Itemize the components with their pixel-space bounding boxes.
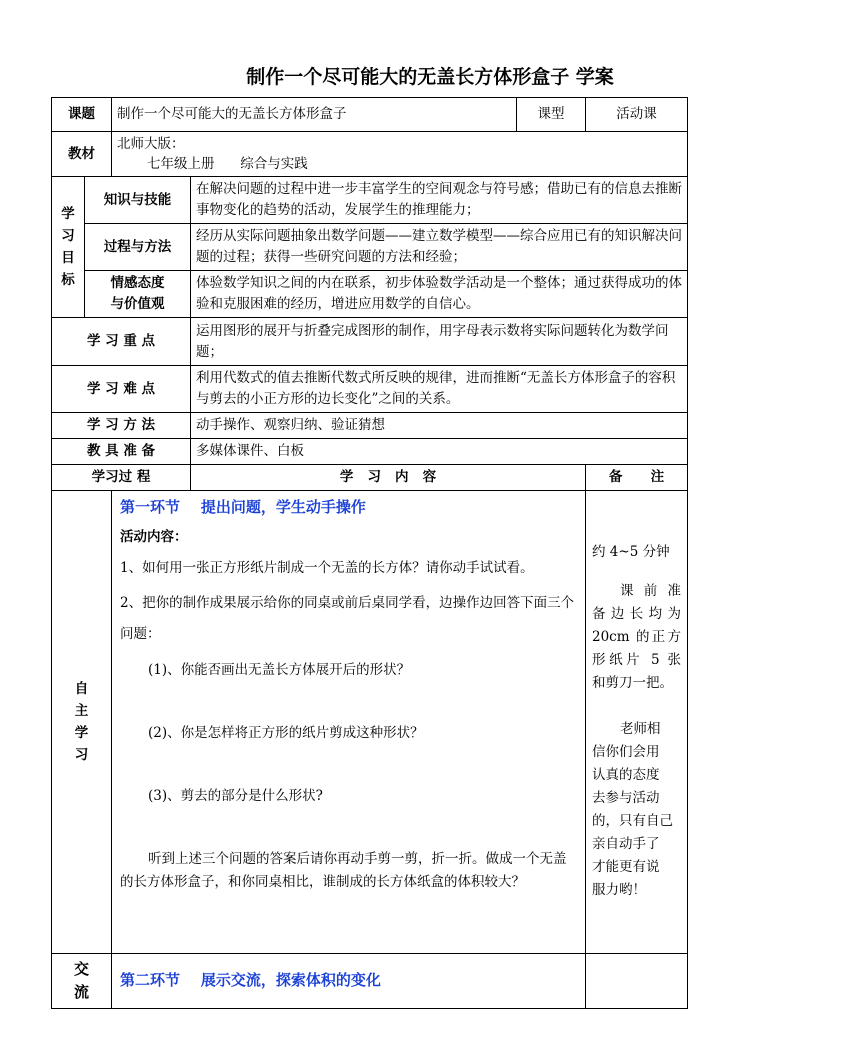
self-study-label: 自 主 学 习 xyxy=(52,491,112,954)
type-label: 课型 xyxy=(517,98,586,132)
header-note: 备 注 xyxy=(586,465,688,491)
topic-label: 课题 xyxy=(52,98,112,132)
key-point-text: 运用图形的展开与折叠完成图形的制作，用字母表示数将实际问题转化为数学问题； xyxy=(191,318,688,366)
tools-text: 多媒体课件、白板 xyxy=(191,439,688,465)
topic-value: 制作一个尽可能大的无盖长方体形盒子 xyxy=(112,98,517,132)
key-point-label: 学 习 重 点 xyxy=(52,318,191,366)
exchange-label: 交 流 xyxy=(52,954,112,1009)
goal-row-knowledge xyxy=(52,177,688,224)
section2-title: 第二环节 展示交流，探索体积的变化 xyxy=(120,971,381,989)
difficulty-text: 利用代数式的值去推断代数式所反映的规律，进而推断“无盖长方体形盒子的容积与剪去的小正方形的边长变化”之间的关系。 xyxy=(191,366,688,413)
goal-row-process xyxy=(52,224,688,271)
material-grade: 七年级上册 综合与实践 xyxy=(147,156,308,172)
material-label: 教材 xyxy=(52,132,112,177)
header-content: 学 习 内 容 xyxy=(191,465,586,491)
question-2: 2、把你的制作成果展示给你的同桌或前后桌同学看，边操作边回答下面三个问题： xyxy=(120,595,575,642)
material-row xyxy=(52,132,688,177)
activity-label: 活动内容： xyxy=(120,529,188,545)
key-point-row xyxy=(52,318,688,366)
sub-question-2: (2)、你是怎样将正方形的纸片剪成这种形状？ xyxy=(148,725,424,741)
sub-question-3: (3)、剪去的部分是什么形状? xyxy=(148,788,323,804)
tools-row xyxy=(52,439,688,465)
goal-text-process: 经历从实际问题抽象出数学问题——建立数学模型——综合应用已有的知识解决问题的过程；获得一些研究问题的方法和经验； xyxy=(191,224,688,271)
exchange-row xyxy=(52,954,688,1009)
topic-row xyxy=(52,98,688,132)
type-value: 活动课 xyxy=(586,98,688,132)
exchange-note xyxy=(586,954,688,1009)
section1-title: 第一环节 提出问题，学生动手操作 xyxy=(120,498,366,516)
page-title: 制作一个尽可能大的无盖长方体形盒子 学案 xyxy=(246,66,614,88)
process-header-row xyxy=(52,465,688,491)
method-row xyxy=(52,413,688,439)
tools-label: 教 具 准 备 xyxy=(52,439,191,465)
goal-label-knowledge: 知识与技能 xyxy=(85,177,191,224)
goals-label: 学 习 目 标 xyxy=(52,177,85,318)
sub-question-1: (1)、你能否画出无盖长方体展开后的形状？ xyxy=(148,662,411,678)
goal-label-process: 过程与方法 xyxy=(85,224,191,271)
method-text: 动手操作、观察归纳、验证猜想 xyxy=(191,413,688,439)
method-label: 学 习 方 法 xyxy=(52,413,191,439)
self-study-row xyxy=(52,491,688,954)
difficulty-label: 学 习 难 点 xyxy=(52,366,191,413)
question-1: 1、如何用一张正方形纸片制成一个无盖的长方体？请你动手试试看。 xyxy=(120,560,534,576)
lesson-table xyxy=(51,97,688,1009)
goal-label-attitude: 情感态度 与价值观 xyxy=(85,271,191,318)
header-process: 学习过 程 xyxy=(52,465,191,491)
closing-paragraph: 听到上述三个问题的答案后请你再动手剪一剪，折一折。做成一个无盖的长方体形盒子，和你同桌相比，谁制成的长方体纸盒的体积较大？ xyxy=(120,851,567,890)
material-publisher: 北师大版： xyxy=(117,136,185,152)
goal-text-attitude: 体验数学知识之间的内在联系，初步体验数学活动是一个整体；通过获得成功的体验和克服困难的经历，增进应用数学的自信心。 xyxy=(191,271,688,318)
notes-cell: 约 4~5 分钟 课 前 准 备边长均为 20cm 的正方 形纸片 5 张 和剪刀一把。 老师相 信你们会用 认真的态度 去参与活动 的，只有自己 亲自动手了 才能更有说 服力哟！ xyxy=(586,491,688,954)
goal-row-attitude xyxy=(52,271,688,318)
difficulty-row xyxy=(52,366,688,413)
note-duration: 约 4~5 分钟 xyxy=(592,544,670,560)
goal-text-knowledge: 在解决问题的过程中进一步丰富学生的空间观念与符号感；借助已有的信息去推断事物变化的趋势的活动，发展学生的推理能力； xyxy=(191,177,688,224)
